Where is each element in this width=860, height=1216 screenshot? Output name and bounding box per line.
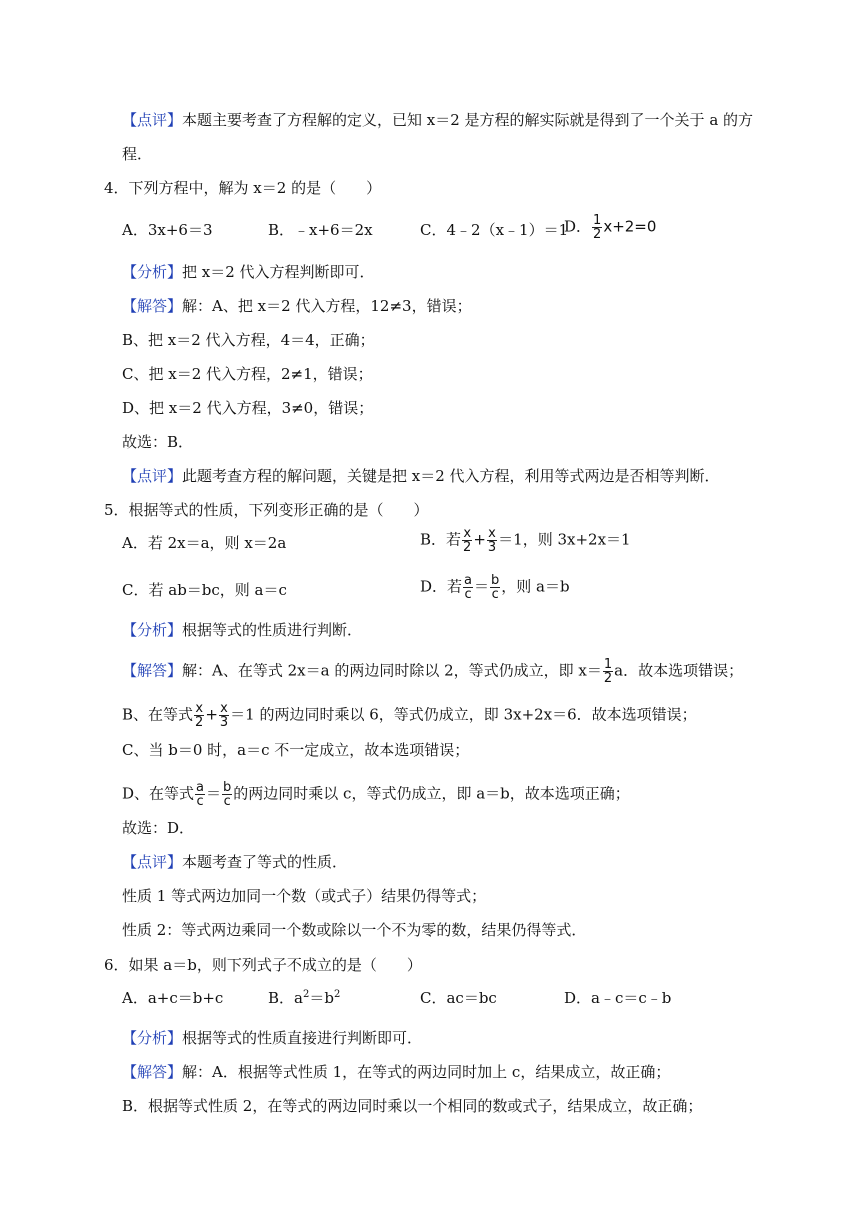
q4-option-a: A．3x+6＝3 (122, 221, 213, 239)
q6-option-c: C．ac＝bc (420, 989, 497, 1007)
q5-answer (122, 658, 743, 685)
q5-option-b-prefix: B．若 (420, 530, 462, 549)
answer-tag: 【解答】 (122, 661, 183, 680)
answer-choice: 故选：D． (122, 819, 195, 837)
analysis-text: 把 x＝2 代入方程判断即可． (182, 263, 375, 281)
fraction-num: x (488, 526, 496, 541)
answer-line: 解：A、把 x＝2 代入方程，12≠3，错误； (182, 297, 472, 315)
q4-option-b: B．﹣x+6＝2x (268, 221, 373, 239)
answer-line: 解：A、在等式 2x＝a 的两边同时除以 2，等式仍成立，即 x＝ (182, 661, 602, 680)
fraction (222, 781, 232, 808)
answer-line: D、在等式 $\frac{a}{c}$ ＝ $\frac{b}{c}$ 的两边同时乘以 c，等式仍成立，即 a＝b，故本选项正确； (122, 780, 630, 809)
fraction-num: x (220, 701, 228, 716)
comment-tag: 【点评】 (122, 853, 183, 871)
answer-choice: 故选：B． (122, 433, 194, 451)
q5-option-b: B．若 $\frac{x}{2}$ + $\frac{x}{3}$ ＝1，则 3x+2x＝1 (420, 526, 631, 555)
fraction-num: 1 (593, 213, 602, 228)
fraction-den: 2 (463, 540, 472, 555)
q4-stem: 4．下列方程中，解为 x＝2 的是（ ） (104, 179, 382, 197)
answer-line-tail: a．故本选项错误； (614, 661, 744, 680)
q6-option-b-mid: ＝b (309, 989, 334, 1007)
fraction-den: c (491, 587, 499, 602)
q5-comment (122, 852, 347, 872)
answer-line: B、把 x＝2 代入方程，4＝4，正确； (122, 331, 375, 349)
q6-analysis (122, 1028, 422, 1048)
answer-line-prefix: B、在等式 (122, 705, 194, 724)
fraction-den: 3 (219, 715, 229, 730)
exponent: 2 (333, 989, 341, 1000)
fraction (490, 574, 500, 601)
q5-analysis (122, 620, 362, 640)
fraction-num: x (463, 526, 472, 541)
fraction-num: x (195, 701, 204, 716)
fraction-num: a (464, 573, 472, 588)
fraction (219, 702, 229, 729)
q4-option-d (564, 214, 656, 241)
q6-option-b-prefix: B．a (268, 989, 303, 1007)
q5-stem: 5．根据等式的性质，下列变形正确的是（ ） (104, 501, 429, 519)
comment-text: 此题考查方程的解问题，关键是把 x＝2 代入方程，利用等式两边是否相等判断． (182, 467, 720, 485)
fraction-den: 2 (195, 715, 204, 730)
q3-comment-cont: 程． (122, 145, 153, 163)
fraction-num: b (491, 573, 500, 588)
fraction (463, 574, 473, 601)
analysis-tag: 【分析】 (122, 1029, 183, 1047)
answer-line: 解：A．根据等式性质 1，在等式的两边同时加上 c，结果成立，故正确； (182, 1063, 671, 1081)
q6-stem: 6．如果 a＝b，则下列式子不成立的是（ ） (104, 956, 422, 974)
q5-option-a: A．若 2x＝a，则 x＝2a (122, 534, 287, 552)
answer-line: D、把 x＝2 代入方程，3≠0，错误； (122, 399, 374, 417)
analysis-tag: 【分析】 (122, 263, 183, 281)
analysis-tag: 【分析】 (122, 621, 183, 639)
comment-tag: 【点评】 (122, 111, 183, 129)
fraction-num: 1 (603, 657, 613, 672)
q6-option-d: D．a﹣c＝c﹣b (564, 989, 672, 1007)
exponent: 2 (302, 989, 310, 1000)
answer-line: C、当 b＝0 时，a＝c 不一定成立，故本选项错误； (122, 741, 470, 759)
q6-option-b (268, 988, 340, 1008)
q5-option-b-tail: ＝1，则 3x+2x＝1 (498, 530, 631, 549)
q4-comment (122, 466, 720, 486)
q4-option-c: C．4﹣2（x﹣1）＝1 (420, 221, 569, 239)
q4-option-d-tail: x+2=0 (603, 217, 657, 236)
q6-option-a: A．a+c＝b+c (122, 989, 224, 1007)
answer-tag: 【解答】 (122, 297, 183, 315)
comment-text: 本题主要考查了方程解的定义，已知 x＝2 是方程的解实际就是得到了一个关于 a 的方 (182, 111, 754, 129)
answer-tag: 【解答】 (122, 1063, 183, 1081)
analysis-text: 根据等式的性质直接进行判断即可． (182, 1029, 423, 1047)
answer-line-tail: ＝1 的两边同时乘以 6，等式仍成立，即 3x+2x＝6．故本选项错误； (230, 705, 697, 724)
answer-line: B、在等式 $\frac{x}{2}$ + $\frac{x}{3}$ ＝1 的两边同时乘以 6，等式仍成立，即 3x+2x＝6．故本选项错误； (122, 701, 697, 730)
analysis-text: 根据等式的性质进行判断． (182, 621, 363, 639)
q4-option-d-prefix: D． (564, 217, 592, 236)
answer-line: C、把 x＝2 代入方程，2≠1，错误； (122, 365, 373, 383)
fraction (592, 214, 602, 241)
q3-comment (122, 110, 753, 130)
fraction-den: 3 (487, 540, 497, 555)
q6-answer (122, 1062, 670, 1082)
answer-line-prefix: D、在等式 (122, 784, 195, 803)
fraction (603, 658, 613, 685)
answer-line-tail: 的两边同时乘以 c，等式仍成立，即 a＝b，故本选项正确； (233, 784, 630, 803)
q4-answer (122, 296, 472, 316)
fraction (195, 781, 205, 808)
fraction-den: 2 (593, 227, 602, 242)
fraction-num: a (196, 780, 204, 795)
q5-option-c: C．若 ab＝bc，则 a＝c (122, 581, 287, 599)
fraction (194, 702, 204, 729)
fraction (487, 527, 497, 554)
comment-text: 本题考查了等式的性质． (182, 853, 348, 871)
fraction-den: c (196, 794, 204, 809)
fraction-den: c (223, 794, 231, 809)
fraction (462, 527, 472, 554)
comment-tag: 【点评】 (122, 467, 183, 485)
answer-line: B．根据等式性质 2，在等式的两边同时乘以一个相同的数或式子，结果成立，故正确； (122, 1097, 703, 1115)
q5-option-d-tail: ，则 a＝b (501, 577, 570, 596)
q5-option-d-prefix: D．若 (420, 577, 463, 596)
property-2: 性质 2：等式两边乘同一个数或除以一个不为零的数，结果仍得等式． (122, 921, 587, 939)
q4-analysis (122, 262, 375, 282)
q5-option-d: D．若 $\frac{a}{c}$ ＝ $\frac{b}{c}$ ，则 a＝b (420, 573, 570, 602)
fraction-den: c (464, 587, 472, 602)
fraction-den: 2 (603, 671, 613, 686)
property-1: 性质 1 等式两边加同一个数（或式子）结果仍得等式； (122, 887, 487, 905)
fraction-num: b (223, 780, 232, 795)
